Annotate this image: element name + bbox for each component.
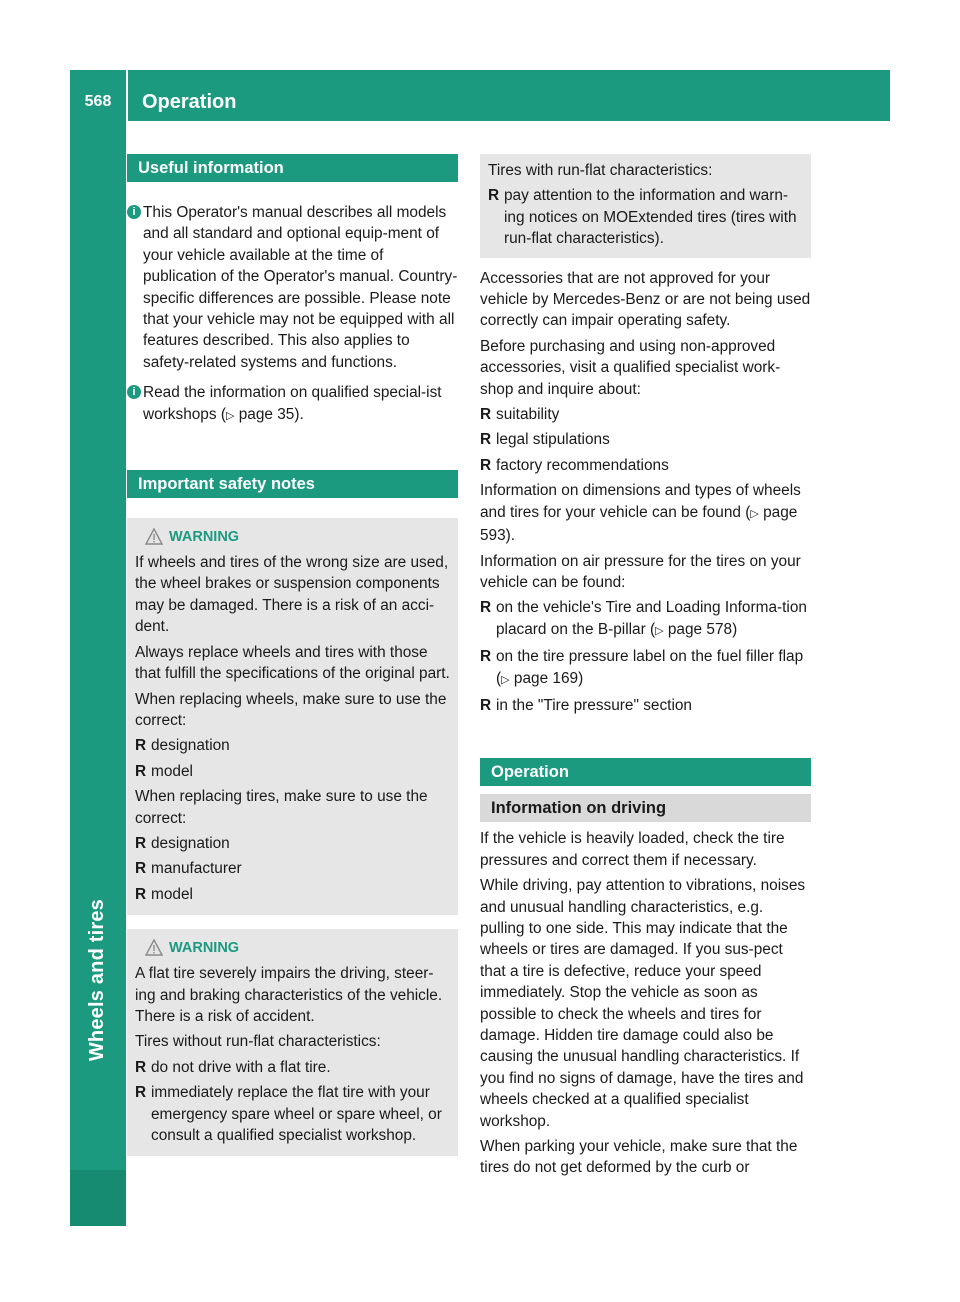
page-link[interactable]: page 578) xyxy=(667,620,738,638)
header-bar xyxy=(70,70,890,121)
left-column xyxy=(127,154,458,1156)
warning-label: WARNING xyxy=(169,940,240,957)
paragraph: Information on air pressure for the tires on your vehicle can be found: xyxy=(480,552,801,591)
list-item: R model xyxy=(135,762,193,780)
chapter-label: Wheels and tires xyxy=(86,898,109,1061)
operation-heading: Operation xyxy=(480,758,811,786)
useful-information-heading: Useful information xyxy=(127,154,458,182)
page-link[interactable]: page 593). xyxy=(480,503,798,545)
information-on-driving-heading: Information on driving xyxy=(480,794,811,822)
list-item: R pay attention to the information and warn-ing notices on MOExtended tires (tires with run-flat characteristics). xyxy=(488,187,797,248)
list-item: R immediately replace the flat tire with your emergency spare wheel or spare wheel, or consult a qualified specialist workshop. xyxy=(135,1084,442,1144)
page-number: 568 xyxy=(84,93,112,110)
page-link[interactable]: page 169) xyxy=(513,669,584,687)
warning-box xyxy=(127,929,458,1156)
info-note xyxy=(127,382,458,427)
list-item: R do not drive with a flat tire. xyxy=(135,1058,331,1076)
right-column xyxy=(480,154,811,1183)
list-item: R manufacturer xyxy=(135,860,242,878)
page-link[interactable]: page 35). xyxy=(238,405,304,423)
warning-triangle-icon xyxy=(145,528,163,545)
warning-label: WARNING xyxy=(169,529,240,546)
warning-text: A flat tire severely impairs the driving, steer-ing and braking characteristics of the vehicle. There is a risk of accident. xyxy=(135,965,443,1025)
info-note xyxy=(127,202,458,373)
info-icon: i xyxy=(127,205,141,219)
warning-header xyxy=(135,938,450,960)
paragraph: While driving, pay attention to vibrations, noises and unusual handling characteristics, e.g. pulling to one side. This may indicate that the wheels or tires are damaged. If you sus-pect that a tire is defective, reduce your speed immediately. Stop the vehicle as soon as possible to check the wheels and tires for damage. Hidden tire damage could also be causing the unusual handling characteristics. If you find no signs of damage, have the tires and wheels checked at a qualified specialist workshop. xyxy=(480,877,806,1130)
important-safety-notes-heading: Important safety notes xyxy=(127,470,458,498)
warning-box xyxy=(127,518,458,915)
list-item: R designation xyxy=(135,737,230,755)
list-item: R legal stipulations xyxy=(480,431,610,449)
paragraph: Information on dimensions and types of wheels and tires for your vehicle can be found (▷ page 593). xyxy=(480,482,801,545)
run-flat-note-box xyxy=(480,154,811,258)
header-divider xyxy=(126,70,128,121)
info-icon: i xyxy=(127,385,141,399)
warning-text: When replacing wheels, make sure to use the correct: xyxy=(135,690,447,729)
info-note-text: This Operator's manual describes all models and all standard and optional equip-ment of your vehicle available at the time of publication of the Operator's manual. Country-specific differences are possible. Please note that your vehicle may not be equipped with all features described. This also applies to safety-related systems and functions. xyxy=(143,204,458,371)
warning-text: When replacing tires, make sure to use the correct: xyxy=(135,788,428,827)
list-item: R on the tire pressure label on the fuel filler flap (▷ page 169) xyxy=(480,648,804,687)
warning-text: If wheels and tires of the wrong size are used, the wheel brakes or suspension components may be damaged. There is a risk of an acci-dent. xyxy=(135,554,449,636)
page-reference-arrow-icon: ▷ xyxy=(501,673,510,686)
paragraph: Before purchasing and using non-approved accessories, visit a qualified specialist work-shop and inquire about: xyxy=(480,337,781,398)
side-tab-marker xyxy=(70,1170,126,1226)
warning-header xyxy=(135,527,450,549)
box-intro: Tires with run-flat characteristics: xyxy=(488,162,713,179)
page-reference-arrow-icon: ▷ xyxy=(750,507,759,520)
paragraph: Accessories that are not approved for your vehicle by Mercedes-Benz or are not being used correctly can impair operating safety. xyxy=(480,269,811,330)
page-reference-arrow-icon: ▷ xyxy=(225,409,235,422)
chapter-side-tab[interactable] xyxy=(70,121,126,1226)
list-item: R suitability xyxy=(480,406,560,424)
paragraph: When parking your vehicle, make sure that the tires do not get deformed by the curb or xyxy=(480,1138,798,1177)
list-item: R designation xyxy=(135,834,230,852)
info-note-text: Read the information on qualified special-ist workshops ( xyxy=(143,384,442,423)
list-item: R factory recommendations xyxy=(480,456,669,474)
warning-text: Tires without run-flat characteristics: xyxy=(135,1033,381,1051)
warning-text: Always replace wheels and tires with those that fulfill the specifications of the original part. xyxy=(135,643,450,683)
list-item: R on the vehicle's Tire and Loading Informa-tion placard on the B-pillar (▷ page 578) xyxy=(480,599,807,638)
paragraph: If the vehicle is heavily loaded, check the tire pressures and correct them if necessary. xyxy=(480,830,785,869)
list-item: R in the "Tire pressure" section xyxy=(480,696,692,714)
warning-triangle-icon xyxy=(145,939,163,956)
section-title: Operation xyxy=(142,91,237,113)
page-reference-arrow-icon: ▷ xyxy=(655,624,664,637)
list-item: R model xyxy=(135,885,193,903)
